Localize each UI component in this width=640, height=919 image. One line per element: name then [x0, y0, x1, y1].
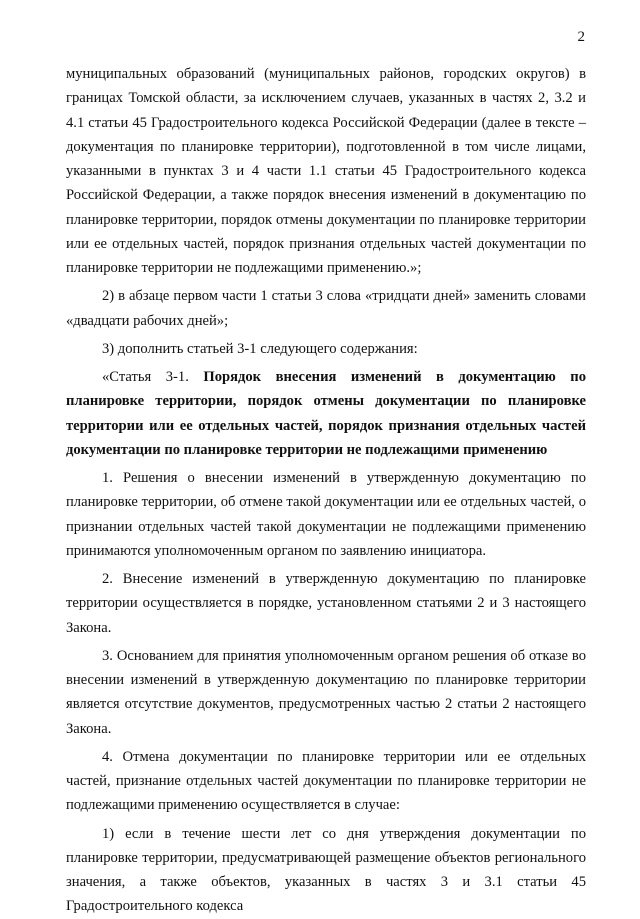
paragraph-item-3: 3) дополнить статьей 3-1 следующего содержания:: [102, 340, 418, 357]
document-body: [66, 62, 586, 919]
article-part-1: 1. Решения о внесении изменений в утвержденную документацию по планировке территории, об отмене такой документации или ее отдельных частей, о признании отдельных частей такой документации не подлежащими применению принимаются уполномоченным органом по заявлению инициатора.: [66, 470, 586, 559]
article-heading-prefix: «Статья 3-1.: [102, 369, 204, 385]
page-number: 2: [577, 29, 585, 45]
article-heading-paragraph: [66, 365, 586, 462]
article-part-2: 2. Внесение изменений в утвержденную документацию по планировке территории осуществляется в порядке, установленном статьями 2 и 3 настоящего Закона.: [66, 571, 586, 636]
article-part-4-item-1: 1) если в течение шести лет со дня утверждения документации по планировке территории, предусматривающей размещение объектов регионального значения, а также объектов, указанных в частях 3 и 3.1 статьи 45 Градостроительного кодекса: [66, 825, 586, 915]
paragraph-item-2: 2) в абзаце первом части 1 статьи 3 слова «тридцати дней» заменить словами «двадцати рабочих дней»;: [66, 288, 586, 329]
article-part-4: 4. Отмена документации по планировке территории или ее отдельных частей, признание отдельных частей документации по планировке территории не подлежащими применению осуществляется в случае:: [66, 748, 586, 814]
article-part-3: 3. Основанием для принятия уполномоченным органом решения об отказе во внесении изменений в утвержденную документацию по планировке территории является отсутствие документов, предусмотренных частью 2 статьи 2 настоящего Закона.: [66, 647, 586, 737]
paragraph-continuation: муниципальных образований (муниципальных районов, городских округов) в границах Томской области, за исключением случаев, указанных в частях 2, 3.2 и 4.1 статьи 45 Градостроительного кодекса Российской Федерации (далее в тексте – документация по планировке территории), подготовленной в том числе лицами, указанными в пунктах 3 и 4 части 1.1 статьи 45 Градостроительного кодекса Российской Федерации, а также порядок внесения изменений в документацию по планировке территории, порядок отмены документации по планировке территории или ее отдельных частей, порядок признания отдельных частей документации по планировке территории не подлежащими применению.»;: [66, 66, 586, 276]
article-heading-title: Порядок внесения изменений в документацию по планировке территории, порядок отмены документации по планировке территории или ее отдельных частей, порядок признания отдельных частей документации по планировке территории не подлежащими применению: [66, 369, 586, 458]
